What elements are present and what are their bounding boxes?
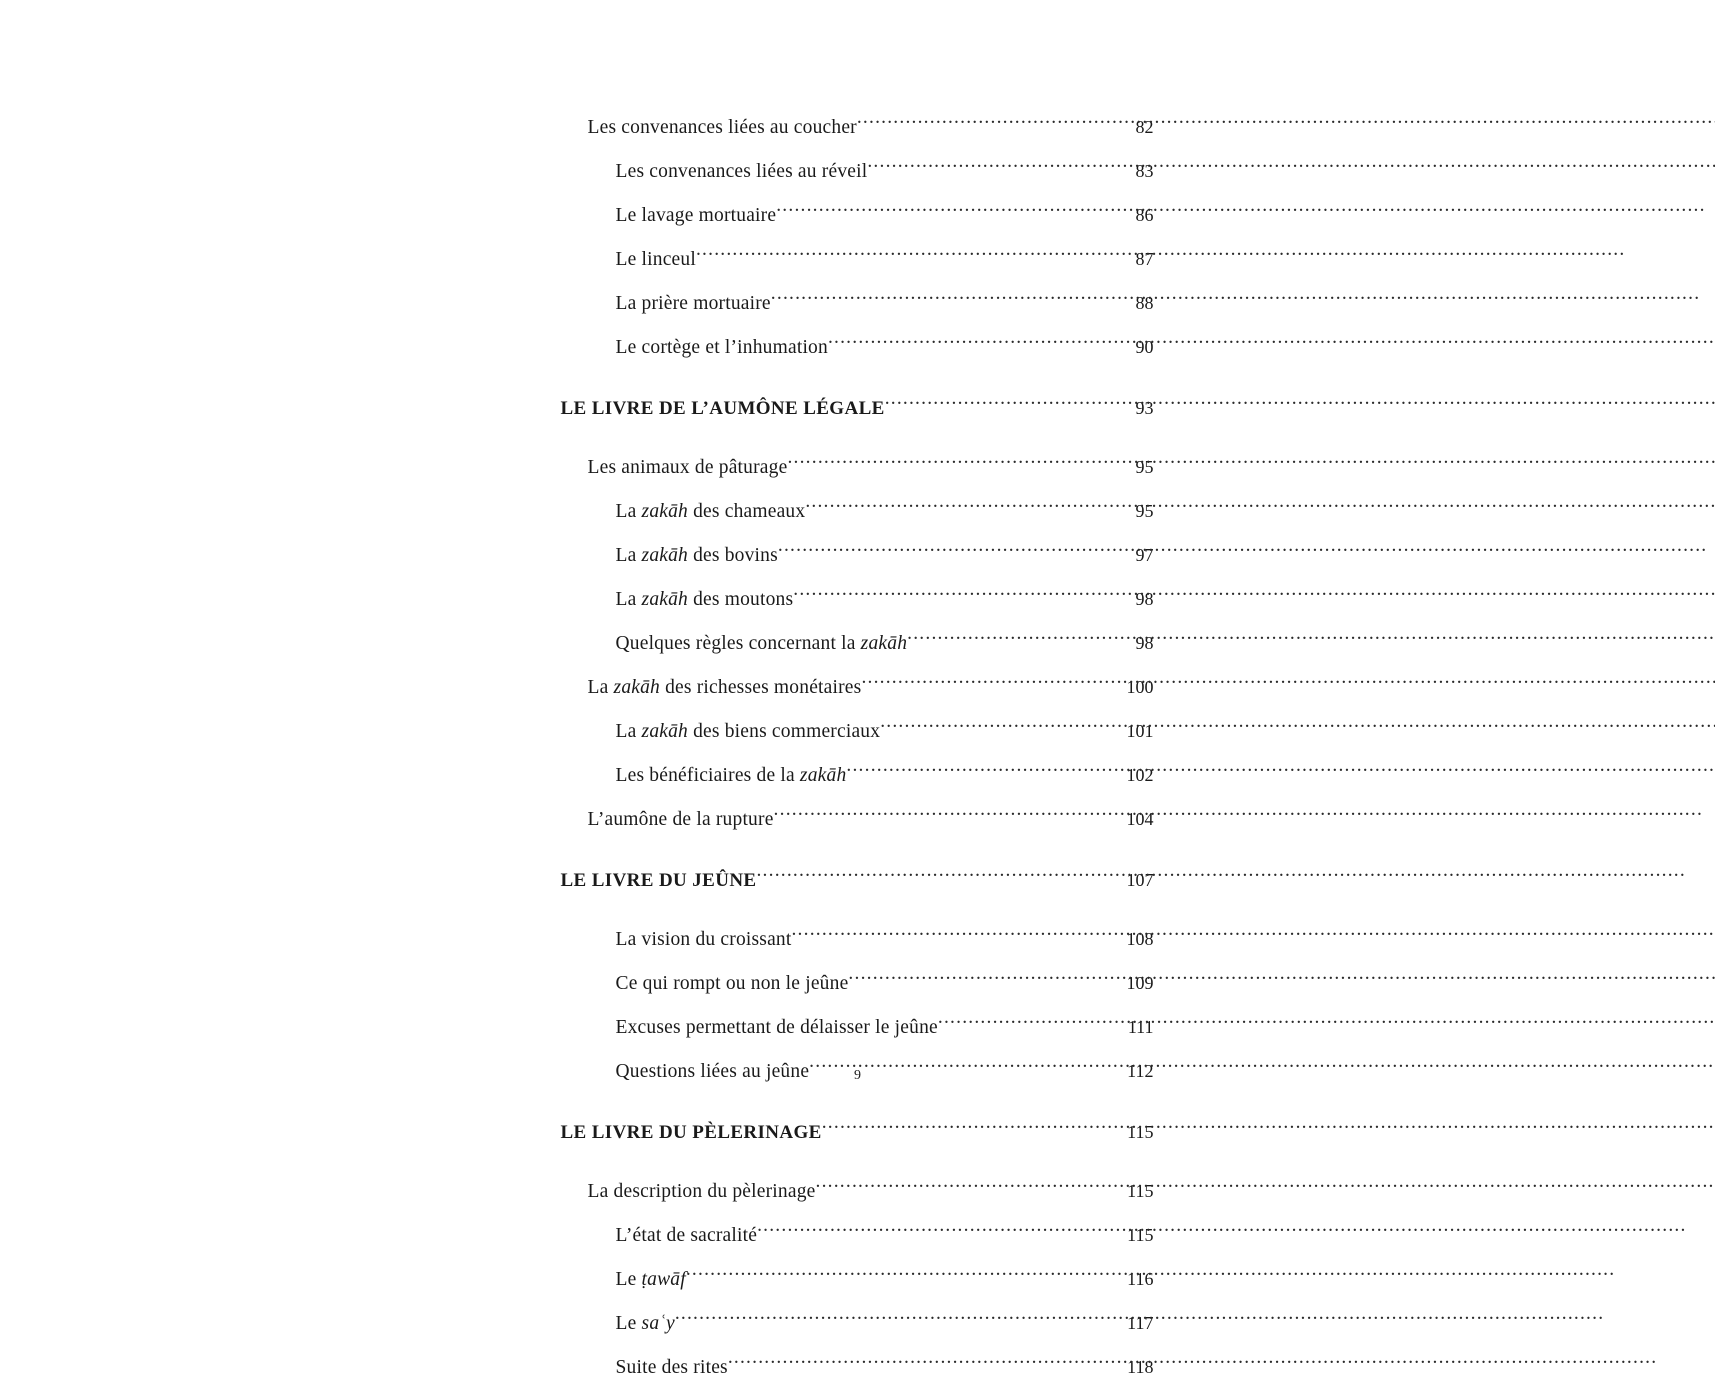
toc-list bbox=[561, 100, 1154, 1384]
toc-page-number: 83 bbox=[1135, 161, 1154, 181]
toc-entry-title: La zakāh des bovins bbox=[615, 545, 778, 566]
toc-entry[interactable] bbox=[561, 100, 1154, 144]
toc-entry[interactable] bbox=[561, 188, 1154, 232]
toc-dot-leader bbox=[907, 616, 1135, 649]
toc-page-number: 97 bbox=[1135, 545, 1154, 565]
toc-page-number: 111 bbox=[1127, 1017, 1154, 1037]
toc-entry-title: Les bénéficiaires de la zakāh bbox=[615, 765, 847, 786]
toc-entry-title: Les convenances liées au coucher bbox=[587, 117, 857, 138]
toc-entry-title: LE LIVRE DU PÈLERINAGE bbox=[560, 1122, 822, 1143]
toc-dot-leader bbox=[686, 1252, 1127, 1285]
toc-dot-leader bbox=[771, 276, 1136, 309]
toc-dot-leader bbox=[756, 853, 1126, 886]
toc-entry[interactable] bbox=[561, 704, 1154, 748]
toc-page-number: 107 bbox=[1126, 870, 1154, 890]
toc-page-number: 109 bbox=[1126, 973, 1154, 993]
toc-dot-leader bbox=[774, 792, 1127, 825]
toc-entry-title: L’aumône de la rupture bbox=[587, 809, 774, 830]
toc-entry[interactable] bbox=[561, 660, 1154, 704]
toc-page-number: 115 bbox=[1127, 1181, 1154, 1201]
toc-page-number: 115 bbox=[1127, 1225, 1154, 1245]
toc-entry[interactable] bbox=[561, 912, 1154, 956]
toc-page-number: 102 bbox=[1126, 765, 1154, 785]
toc-entry-title: LE LIVRE DE L’AUMÔNE LÉGALE bbox=[560, 398, 885, 419]
toc-page-number: 116 bbox=[1127, 1269, 1154, 1289]
toc-page-number: 118 bbox=[1127, 1357, 1154, 1377]
toc-entry-title: La zakāh des richesses monétaires bbox=[587, 677, 862, 698]
toc-page-number: 87 bbox=[1135, 249, 1154, 269]
toc-chapter-entry[interactable] bbox=[561, 1105, 1154, 1149]
toc-entry[interactable] bbox=[561, 956, 1154, 1000]
toc-entry[interactable] bbox=[561, 748, 1154, 792]
toc-entry-title: LE LIVRE DU JEÛNE bbox=[560, 870, 757, 891]
toc-chapter-entry[interactable] bbox=[561, 853, 1154, 897]
toc-entry-title: Excuses permettant de délaisser le jeûne bbox=[615, 1017, 938, 1038]
toc-page-number: 82 bbox=[1135, 117, 1154, 137]
toc-entry-title: Suite des rites bbox=[615, 1357, 728, 1378]
toc-entry-title: Le lavage mortuaire bbox=[615, 205, 777, 226]
toc-dot-leader bbox=[861, 660, 1126, 693]
toc-entry-title: La zakāh des biens commerciaux bbox=[615, 721, 881, 742]
toc-entry[interactable] bbox=[561, 572, 1154, 616]
toc-entry[interactable] bbox=[561, 1164, 1154, 1208]
toc-page-number: 117 bbox=[1127, 1313, 1154, 1333]
toc-page-number: 100 bbox=[1126, 677, 1154, 697]
toc-entry[interactable] bbox=[561, 1340, 1154, 1384]
toc-entry-title: La vision du croissant bbox=[615, 929, 792, 950]
toc-page-number: 104 bbox=[1126, 809, 1154, 829]
toc-page-number: 95 bbox=[1135, 501, 1154, 521]
toc-entry-title: La description du pèlerinage bbox=[587, 1181, 816, 1202]
toc-dot-leader bbox=[816, 1164, 1128, 1197]
toc-page-number: 93 bbox=[1135, 398, 1154, 418]
toc-entry-title: La zakāh des chameaux bbox=[615, 501, 806, 522]
toc-dot-leader bbox=[778, 528, 1136, 561]
toc-dot-leader bbox=[787, 440, 1135, 473]
toc-entry[interactable] bbox=[561, 1252, 1154, 1296]
toc-dot-leader bbox=[867, 144, 1135, 177]
toc-entry[interactable] bbox=[561, 1296, 1154, 1340]
toc-page-number: 86 bbox=[1135, 205, 1154, 225]
toc-chapter-entry[interactable] bbox=[561, 381, 1154, 425]
toc-entry-title: Les convenances liées au réveil bbox=[615, 161, 868, 182]
toc-entry-title: Questions liées au jeûne bbox=[615, 1061, 810, 1082]
toc-entry-title: La zakāh des moutons bbox=[615, 589, 794, 610]
toc-dot-leader bbox=[848, 956, 1126, 989]
toc-dot-leader bbox=[696, 232, 1136, 265]
toc-entry[interactable] bbox=[561, 276, 1154, 320]
toc-dot-leader bbox=[675, 1296, 1127, 1329]
toc-entry-title: La prière mortuaire bbox=[615, 293, 771, 314]
toc-entry[interactable] bbox=[561, 144, 1154, 188]
toc-dot-leader bbox=[880, 704, 1126, 737]
toc-dot-leader bbox=[791, 912, 1126, 945]
toc-entry-title: Quelques règles concernant la zakāh bbox=[615, 633, 908, 654]
toc-entry-title: Le ṭawāf bbox=[615, 1269, 686, 1290]
toc-entry[interactable] bbox=[561, 616, 1154, 660]
toc-dot-leader bbox=[793, 572, 1135, 605]
toc-page-number: 115 bbox=[1127, 1122, 1154, 1142]
toc-dot-leader bbox=[846, 748, 1126, 781]
toc-entry[interactable] bbox=[561, 320, 1154, 364]
toc-dot-leader bbox=[776, 188, 1135, 221]
toc-dot-leader bbox=[938, 1000, 1128, 1033]
toc-entry[interactable] bbox=[561, 232, 1154, 276]
toc-page-number: 108 bbox=[1126, 929, 1154, 949]
toc-entry[interactable] bbox=[561, 1000, 1154, 1044]
toc-entry[interactable] bbox=[561, 484, 1154, 528]
toc-entry[interactable] bbox=[561, 1208, 1154, 1252]
page-folio-number: 9 bbox=[854, 1068, 861, 1083]
toc-entry[interactable] bbox=[561, 528, 1154, 572]
toc-entry-title: Ce qui rompt ou non le jeûne bbox=[615, 973, 849, 994]
toc-page-number: 101 bbox=[1126, 721, 1154, 741]
toc-dot-leader bbox=[805, 484, 1135, 517]
toc-entry-title: L’état de sacralité bbox=[615, 1225, 758, 1246]
toc-dot-leader bbox=[857, 100, 1136, 133]
toc-page-number: 112 bbox=[1127, 1061, 1154, 1081]
toc-dot-leader bbox=[885, 381, 1136, 414]
toc-entry-title: Le saʿy bbox=[615, 1313, 675, 1334]
toc-dot-leader bbox=[728, 1340, 1127, 1373]
toc-page-number: 88 bbox=[1135, 293, 1154, 313]
toc-page bbox=[458, 0, 1258, 1378]
toc-page-number: 98 bbox=[1135, 589, 1154, 609]
toc-entry[interactable] bbox=[561, 440, 1154, 484]
toc-entry-title: Les animaux de pâturage bbox=[587, 457, 788, 478]
toc-entry[interactable] bbox=[561, 792, 1154, 836]
toc-entry-title: Le linceul bbox=[615, 249, 696, 270]
toc-page-number: 98 bbox=[1135, 633, 1154, 653]
toc-page-number: 90 bbox=[1135, 337, 1154, 357]
toc-dot-leader bbox=[828, 320, 1136, 353]
toc-dot-leader bbox=[757, 1208, 1127, 1241]
toc-dot-leader bbox=[822, 1105, 1127, 1138]
toc-entry-title: Le cortège et l’inhumation bbox=[615, 337, 828, 358]
toc-page-number: 95 bbox=[1135, 457, 1154, 477]
